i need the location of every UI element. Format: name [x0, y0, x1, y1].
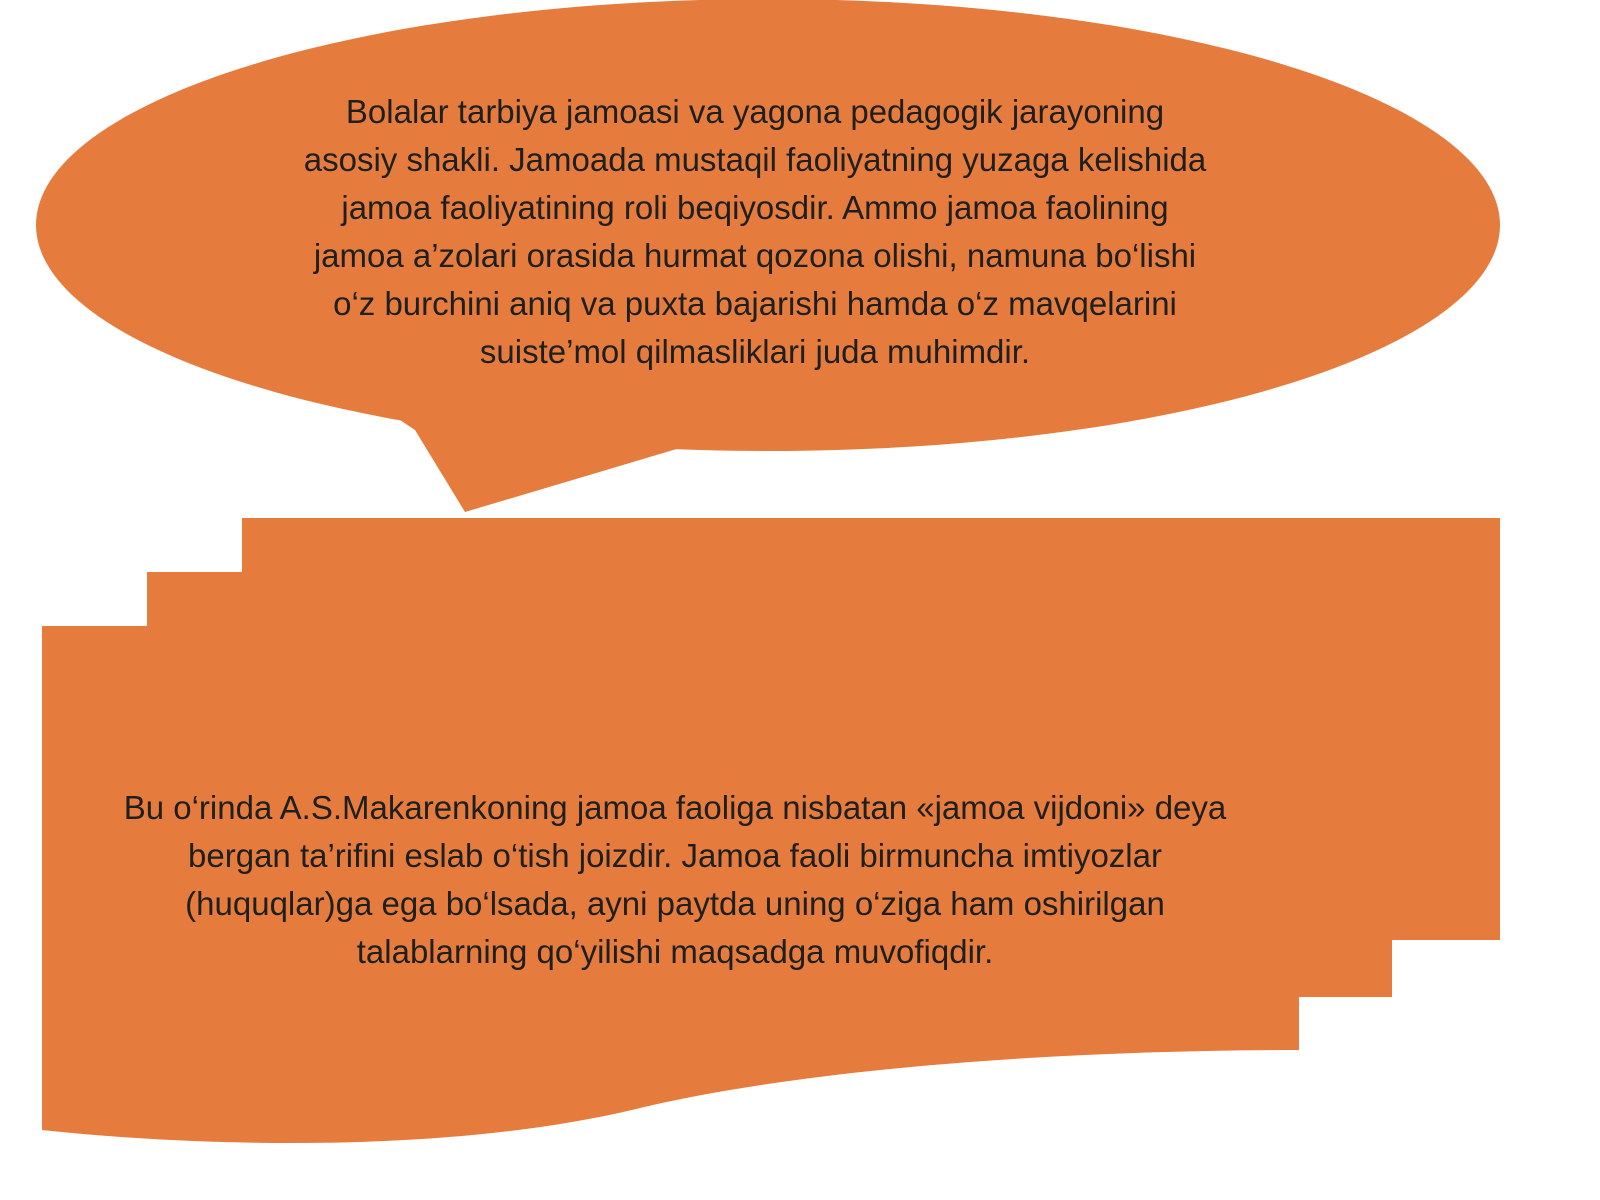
bubble-line-1: Bolalar tarbiya jamoasi va yagona pedagogik jarayoning: [345, 93, 1165, 130]
bubble-line-5: o‘z burchini aniq va puxta bajarishi hamda o‘z mavqelarini: [333, 285, 1177, 322]
card-line-2: bergan ta’rifini eslab o‘tish joizdir. Jamoa faoli birmuncha imtiyozlar: [188, 837, 1162, 874]
bubble-line-2: asosiy shakli. Jamoada mustaqil faoliyatning yuzaga kelishida: [303, 141, 1207, 178]
speech-bubble-text: [255, 88, 1255, 376]
bubble-line-4: jamoa a’zolari orasida hurmat qozona olishi, namuna bo‘lishi: [313, 237, 1197, 274]
card-line-3: (huquqlar)ga ega bo‘lsada, ayni paytda uning o‘ziga ham oshirilgan: [185, 885, 1165, 922]
card-line-1: Bu o‘rinda A.S.Makarenkoning jamoa faoliga nisbatan «jamoa vijdoni» deya: [123, 789, 1227, 826]
stacked-card-text: [50, 784, 1300, 976]
card-line-4: talablarning qo‘yilishi maqsadga muvofiqdir.: [356, 933, 994, 970]
bubble-line-3: jamoa faoliyatining roli beqiyosdir. Ammo jamoa faolining: [341, 189, 1169, 226]
bubble-line-6: suiste’mol qilmasliklari juda muhimdir.: [479, 333, 1031, 370]
